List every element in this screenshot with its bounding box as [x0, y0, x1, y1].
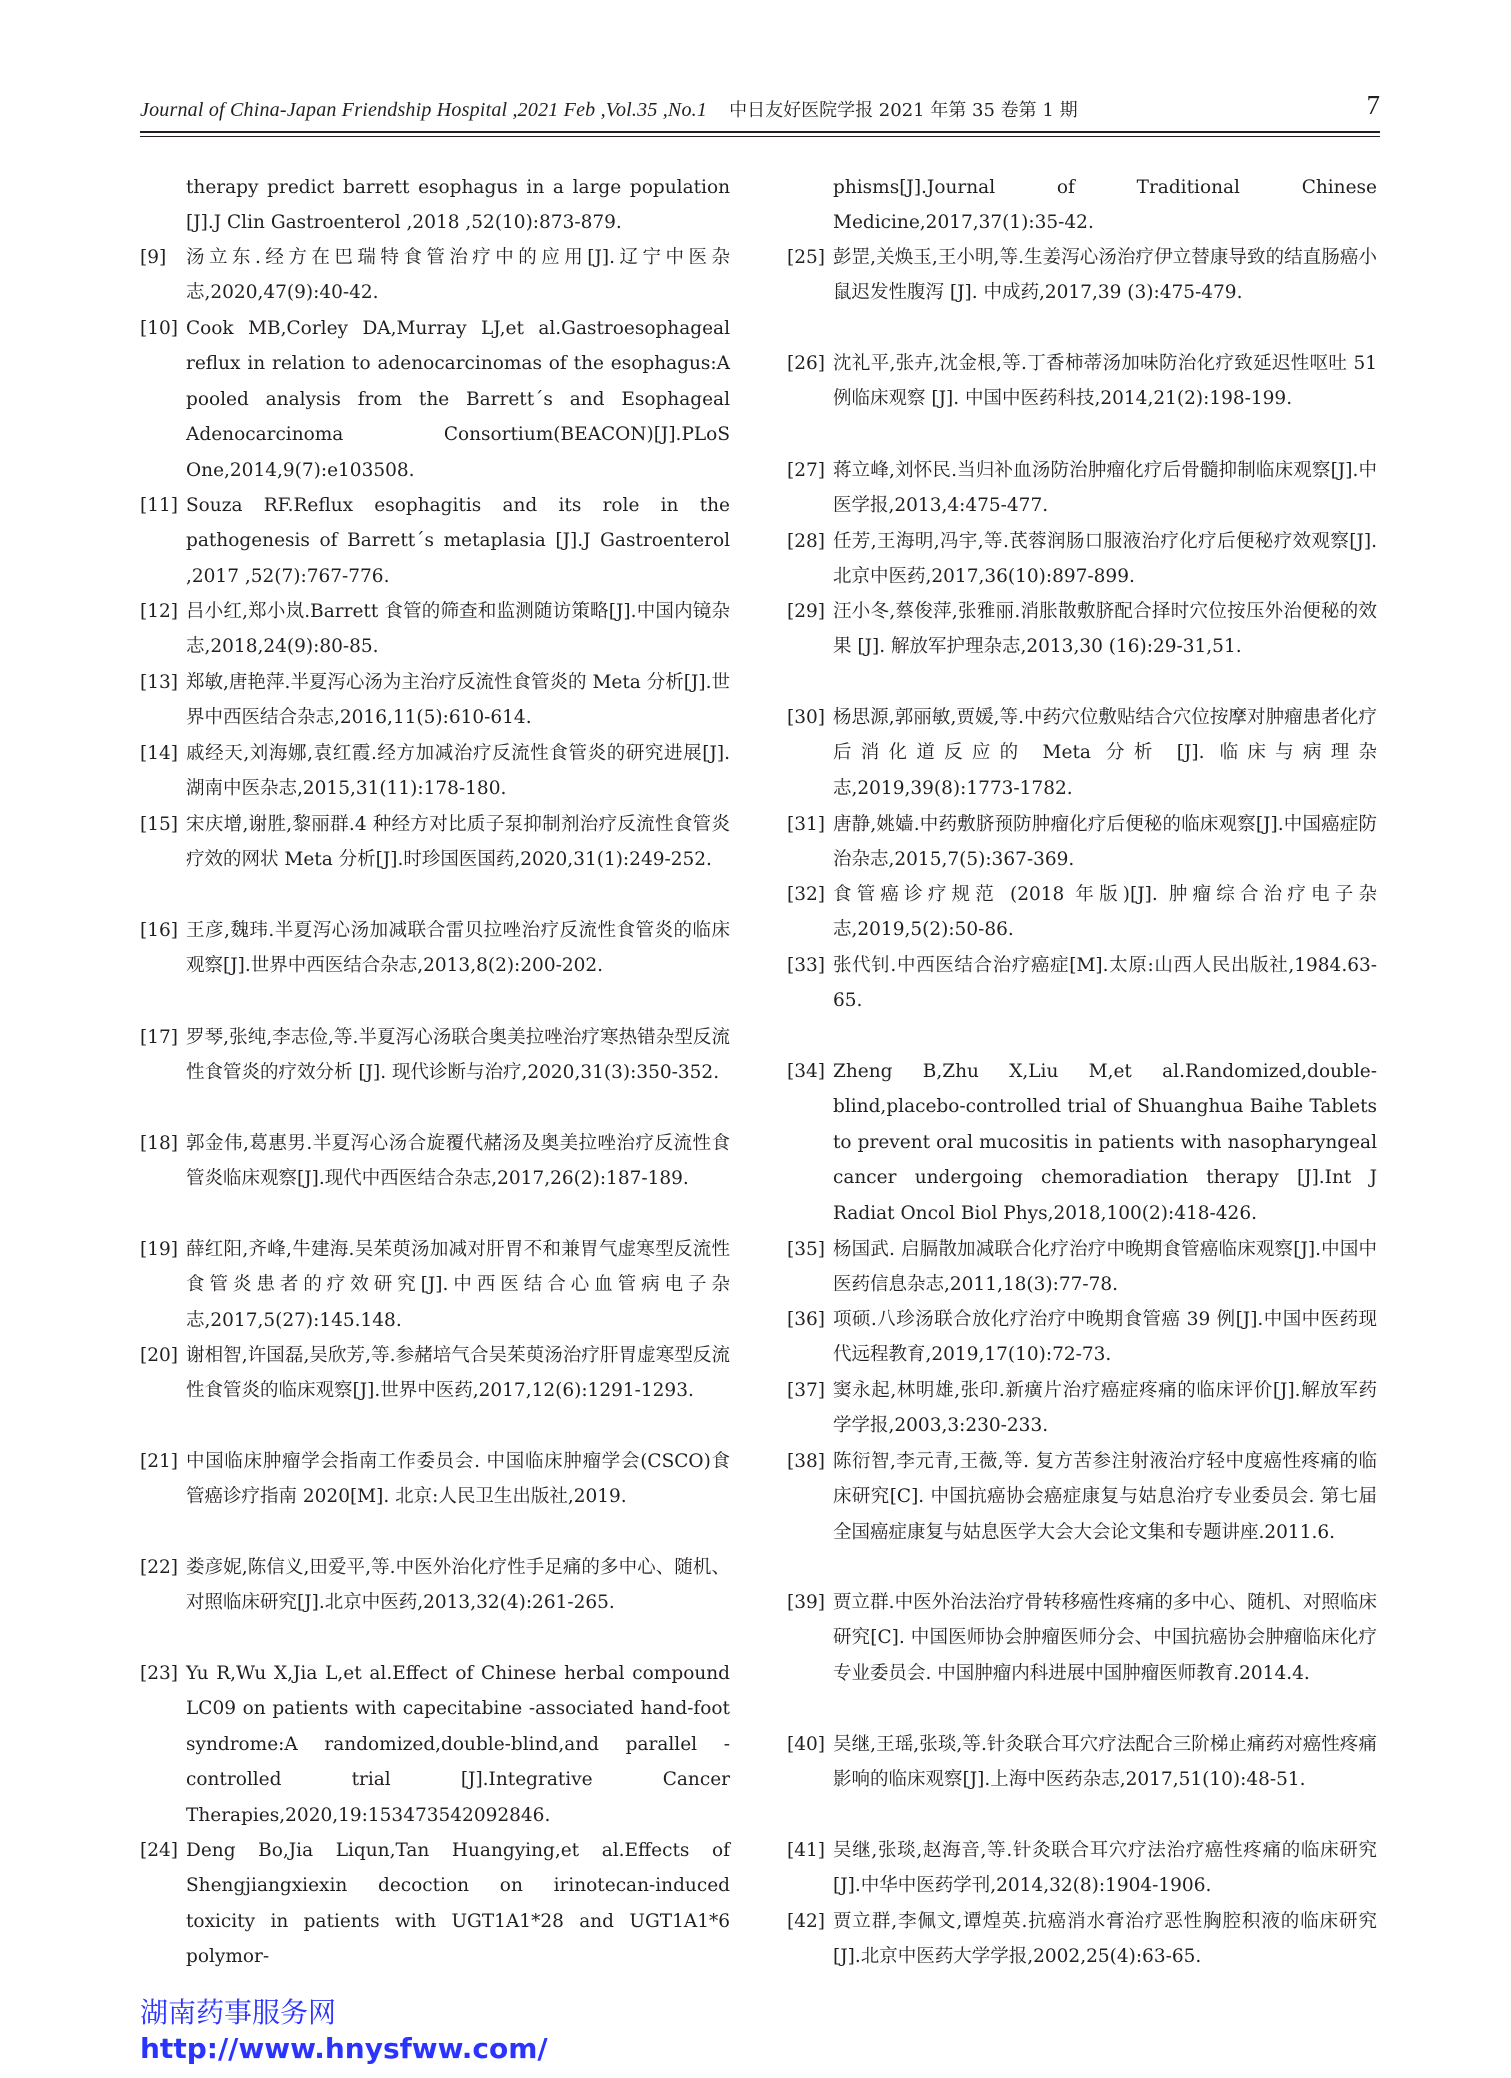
reference-text: 王彦,魏玮.半夏泻心汤加减联合雷贝拉唑治疗反流性食管炎的临床观察[J].世界中西医结合杂志,2013,8(2):200-202.	[186, 920, 730, 977]
page-number: 7	[1366, 90, 1380, 120]
reference-number: [10]	[140, 318, 178, 339]
reference-number: [12]	[140, 601, 178, 622]
reference-entry	[140, 1656, 730, 1833]
reference-text: phisms[J].Journal of Traditional Chinese Medicine,2017,37(1):35-42.	[833, 177, 1377, 234]
reference-entry	[140, 240, 730, 311]
reference-entry	[787, 1054, 1377, 1231]
reference-entry	[787, 594, 1377, 665]
reference-entry	[787, 700, 1377, 806]
reference-entry	[140, 1444, 730, 1515]
reference-text: therapy predict barrett esophagus in a large population [J].J Clin Gastroenterol ,2018 ,52(10):873-879.	[186, 177, 730, 234]
reference-number: [27]	[787, 460, 825, 481]
reference-number: [26]	[787, 353, 825, 374]
reference-number: [17]	[140, 1027, 178, 1048]
reference-text: 薛红阳,齐峰,牛建海.吴茱萸汤加减对肝胃不和兼胃气虚寒型反流性食管炎患者的疗效研究[J].中西医结合心血管病电子杂志,2017,5(27):145.148.	[186, 1239, 730, 1331]
reference-entry	[787, 1373, 1377, 1444]
reference-text: 贾立群.中医外治法治疗骨转移癌性疼痛的多中心、随机、对照临床研究[C]. 中国医师协会肿瘤医师分会、中国抗癌协会肿瘤临床化疗专业委员会. 中国肿瘤内科进展中国肿瘤医师教育.2014.4.	[833, 1592, 1377, 1684]
journal-title-en: Journal of China-Japan Friendship Hospital ,2021 Feb ,Vol.35 ,No.1	[140, 99, 708, 121]
reference-number: [20]	[140, 1345, 178, 1366]
reference-text: 汤立东.经方在巴瑞特食管治疗中的应用[J].辽宁中医杂志,2020,47(9):40-42.	[186, 247, 730, 304]
reference-text: 中国临床肿瘤学会指南工作委员会. 中国临床肿瘤学会(CSCO)食管癌诊疗指南 2020[M]. 北京:人民卫生出版社,2019.	[186, 1451, 730, 1508]
reference-text: Souza RF.Reflux esophagitis and its role in the pathogenesis of Barrett´s metaplasia [J].J Gastroenterol ,2017 ,52(7):767-776.	[186, 495, 730, 587]
reference-entry	[787, 877, 1377, 948]
reference-entry	[787, 807, 1377, 878]
reference-entry	[787, 1302, 1377, 1373]
reference-number: [25]	[787, 247, 825, 268]
reference-text: 吴继,张琰,赵海音,等.针灸联合耳穴疗法治疗癌性疼痛的临床研究[J].中华中医药学刊,2014,32(8):1904-1906.	[833, 1840, 1377, 1897]
reference-entry	[140, 1338, 730, 1409]
reference-entry	[787, 346, 1377, 417]
reference-text: 蒋立峰,刘怀民.当归补血汤防治肿瘤化疗后骨髓抑制临床观察[J].中医学报,2013,4:475-477.	[833, 460, 1377, 517]
reference-number: [18]	[140, 1133, 178, 1154]
reference-text: 杨国武. 启膈散加减联合化疗治疗中晚期食管癌临床观察[J].中国中医药信息杂志,2011,18(3):77-78.	[833, 1239, 1377, 1296]
header-rule-thin	[140, 136, 1380, 137]
reference-entry	[787, 948, 1377, 1019]
reference-number: [29]	[787, 601, 825, 622]
reference-number: [24]	[140, 1840, 178, 1861]
reference-number: [31]	[787, 814, 825, 835]
reference-text: 唐静,姚嫱.中药敷脐预防肿瘤化疗后便秘的临床观察[J].中国癌症防治杂志,2015,7(5):367-369.	[833, 814, 1377, 871]
reference-entry	[140, 1020, 730, 1091]
reference-number: [11]	[140, 495, 178, 516]
reference-continuation	[787, 170, 1377, 241]
reference-number: [42]	[787, 1911, 825, 1932]
reference-entry	[140, 1126, 730, 1197]
reference-entry	[787, 1585, 1377, 1691]
reference-entry	[140, 488, 730, 594]
reference-text: 贾立群,李佩文,谭煌英.抗癌消水膏治疗恶性胸腔积液的临床研究[J].北京中医药大学学报,2002,25(4):63-65.	[833, 1911, 1377, 1968]
reference-text: 郭金伟,葛惠男.半夏泻心汤合旋覆代赭汤及奥美拉唑治疗反流性食管炎临床观察[J].现代中西医结合杂志,2017,26(2):187-189.	[186, 1133, 730, 1190]
reference-number: [23]	[140, 1663, 178, 1684]
reference-text: 娄彦妮,陈信义,田爱平,等.中医外治化疗性手足痛的多中心、随机、对照临床研究[J].北京中医药,2013,32(4):261-265.	[186, 1557, 730, 1614]
reference-text: 沈礼平,张卉,沈金根,等.丁香柿蒂汤加味防治化疗致延迟性呕吐 51 例临床观察 [J]. 中国中医药科技,2014,21(2):198-199.	[833, 353, 1377, 410]
reference-entry	[140, 1232, 730, 1338]
reference-text: 戚经天,刘海娜,袁红霞.经方加减治疗反流性食管炎的研究进展[J].湖南中医杂志,2015,31(11):178-180.	[186, 743, 730, 800]
reference-entry	[787, 1232, 1377, 1303]
reference-text: 宋庆增,谢胜,黎丽群.4 种经方对比质子泵抑制剂治疗反流性食管炎疗效的网状 Meta 分析[J].时珍国医国药,2020,31(1):249-252.	[186, 814, 730, 871]
reference-number: [14]	[140, 743, 178, 764]
reference-text: 吴继,王瑶,张琰,等.针灸联合耳穴疗法配合三阶梯止痛药对癌性疼痛影响的临床观察[J].上海中医药杂志,2017,51(10):48-51.	[833, 1734, 1377, 1791]
reference-text: 汪小冬,蔡俊萍,张雅丽.消胀散敷脐配合择时穴位按压外治便秘的效果 [J]. 解放军护理杂志,2013,30 (16):29-31,51.	[833, 601, 1377, 658]
running-header	[140, 90, 1380, 130]
reference-text: 罗琴,张纯,李志俭,等.半夏泻心汤联合奥美拉唑治疗寒热错杂型反流性食管炎的疗效分析 [J]. 现代诊断与治疗,2020,31(3):350-352.	[186, 1027, 730, 1084]
reference-continuation	[140, 170, 730, 241]
reference-text: Deng Bo,Jia Liqun,Tan Huangying,et al.Effects of Shengjiangxiexin decoction on irinotecan-induced toxicity in patients with UGT1A1*28 and UGT1A1*6 polymor-	[186, 1840, 730, 1968]
reference-text: 陈衍智,李元青,王薇,等. 复方苦参注射液治疗轻中度癌性疼痛的临床研究[C]. 中国抗癌协会癌症康复与姑息治疗专业委员会. 第七届全国癌症康复与姑息医学大会大会论文集和专题讲座.2011.6.	[833, 1451, 1377, 1543]
reference-number: [16]	[140, 920, 178, 941]
reference-text: 任芳,王海明,冯宇,等.芪蓉润肠口服液治疗化疗后便秘疗效观察[J].北京中医药,2017,36(10):897-899.	[833, 531, 1377, 588]
reference-number: [33]	[787, 955, 825, 976]
reference-text: 食管癌诊疗规范 (2018 年版)[J]. 肿瘤综合治疗电子杂志,2019,5(2):50-86.	[833, 884, 1377, 941]
reference-text: Zheng B,Zhu X,Liu M,et al.Randomized,double-blind,placebo-controlled trial of Shuanghua Baihe Tablets to prevent oral mucositis in patients with nasopharyngeal cancer undergoing chemoradiation therapy [J].Int J Radiat Oncol Biol Phys,2018,100(2):418-426.	[833, 1061, 1377, 1224]
reference-text: 项硕.八珍汤联合放化疗治疗中晚期食管癌 39 例[J].中国中医药现代远程教育,2019,17(10):72-73.	[833, 1309, 1377, 1366]
watermark-site-name: 湖南药事服务网	[140, 1996, 337, 2029]
reference-number: [30]	[787, 707, 825, 728]
reference-entry	[140, 807, 730, 878]
reference-text: 吕小红,郑小岚.Barrett 食管的筛查和监测随访策略[J].中国内镜杂志,2018,24(9):80-85.	[186, 601, 730, 658]
reference-text: 杨思源,郭丽敏,贾媛,等.中药穴位敷贴结合穴位按摩对肿瘤患者化疗后消化道反应的 Meta 分析 [J]. 临床与病理杂志,2019,39(8):1773-1782.	[833, 707, 1377, 799]
reference-entry	[787, 1833, 1377, 1904]
reference-entry	[787, 524, 1377, 595]
reference-entry	[140, 1833, 730, 1975]
reference-number: [41]	[787, 1840, 825, 1861]
reference-entry	[787, 1444, 1377, 1550]
header-rule-thick	[140, 131, 1380, 133]
reference-number: [39]	[787, 1592, 825, 1613]
reference-entry	[140, 665, 730, 736]
reference-number: [21]	[140, 1451, 178, 1472]
reference-text: 彭罡,关焕玉,王小明,等.生姜泻心汤治疗伊立替康导致的结直肠癌小鼠迟发性腹泻 [J]. 中成药,2017,39 (3):475-479.	[833, 247, 1377, 304]
reference-entry	[787, 453, 1377, 524]
reference-entry	[140, 594, 730, 665]
watermark-url[interactable]: http://www.hnysfww.com/	[140, 2032, 548, 2065]
reference-entry	[787, 240, 1377, 311]
reference-entry	[140, 311, 730, 488]
reference-entry	[787, 1904, 1377, 1975]
reference-number: [34]	[787, 1061, 825, 1082]
reference-text: 郑敏,唐艳萍.半夏泻心汤为主治疗反流性食管炎的 Meta 分析[J].世界中西医结合杂志,2016,11(5):610-614.	[186, 672, 730, 729]
reference-entry	[140, 736, 730, 807]
reference-number: [9]	[140, 247, 167, 268]
site-watermark	[140, 1995, 548, 2067]
reference-number: [15]	[140, 814, 178, 835]
reference-number: [37]	[787, 1380, 825, 1401]
reference-text: Yu R,Wu X,Jia L,et al.Effect of Chinese herbal compound LC09 on patients with capecitabine -associated hand-foot syndrome:A randomized,double-blind,and parallel -controlled trial [J].Integrative Cancer Therapies,2020,19:153473542092846.	[186, 1663, 730, 1826]
reference-number: [13]	[140, 672, 178, 693]
reference-number: [32]	[787, 884, 825, 905]
journal-title-cn: 中日友好医院学报 2021 年第 35 卷第 1 期	[729, 100, 1078, 121]
reference-number: [35]	[787, 1239, 825, 1260]
reference-number: [38]	[787, 1451, 825, 1472]
reference-number: [28]	[787, 531, 825, 552]
reference-entry	[140, 1550, 730, 1621]
reference-number: [36]	[787, 1309, 825, 1330]
reference-number: [19]	[140, 1239, 178, 1260]
reference-text: Cook MB,Corley DA,Murray LJ,et al.Gastroesophageal reflux in relation to adenocarcinomas of the esophagus:A pooled analysis from the Barrett´s and Esophageal Adenocarcinoma Consortium(BEACON)[J].PLoS One,2014,9(7):e103508.	[186, 318, 730, 481]
reference-number: [40]	[787, 1734, 825, 1755]
reference-text: 窦永起,林明雄,张印.新癀片治疗癌症疼痛的临床评价[J].解放军药学学报,2003,3:230-233.	[833, 1380, 1377, 1437]
reference-text: 谢相智,许国磊,吴欣芳,等.参赭培气合吴茱萸汤治疗肝胃虚寒型反流性食管炎的临床观察[J].世界中医药,2017,12(6):1291-1293.	[186, 1345, 730, 1402]
reference-number: [22]	[140, 1557, 178, 1578]
reference-text: 张代钊.中西医结合治疗癌症[M].太原:山西人民出版社,1984.63-65.	[833, 955, 1377, 1012]
reference-entry	[787, 1727, 1377, 1798]
reference-entry	[140, 913, 730, 984]
